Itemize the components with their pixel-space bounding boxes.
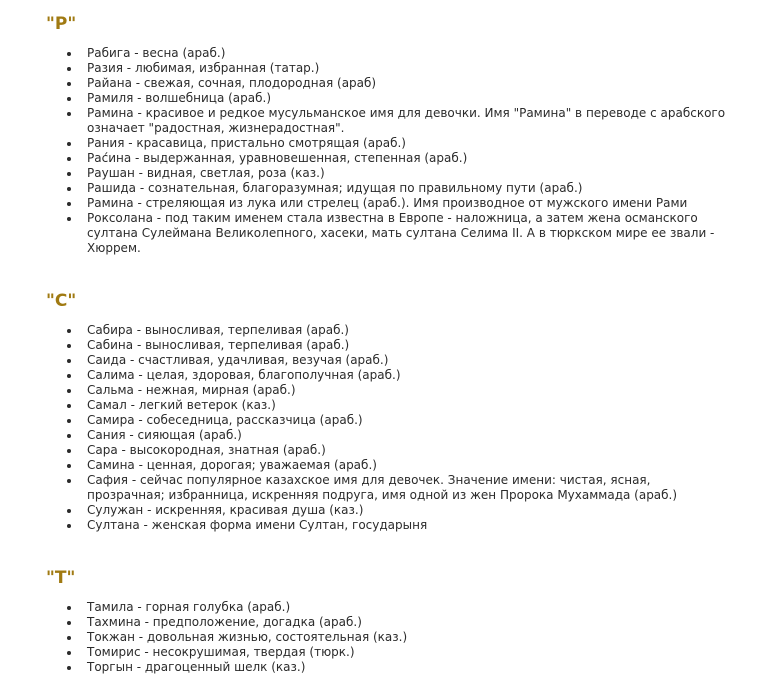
list-item: Самал - легкий ветерок (каз.)	[0, 398, 727, 413]
list-item: Раушан - видная, светлая, роза (каз.)	[0, 166, 727, 181]
list-item: Рамина - стреляющая из лука или стрелец (араб.). Имя производное от мужского имени Рами	[0, 196, 727, 211]
list-item: Сара - высокородная, знатная (араб.)	[0, 443, 727, 458]
list-item: Роксолана - под таким именем стала известна в Европе - наложница, а затем жена османского султана Сулеймана Великолепного, хасеки, мать султана Селима II. А в тюркском мире ее звали - Хюррем.	[0, 211, 727, 256]
list-item: Райана - свежая, сочная, плодородная (араб)	[0, 76, 727, 91]
list-item: Тахмина - предположение, догадка (араб.)	[0, 615, 727, 630]
section-heading-t: "Т"	[46, 568, 76, 588]
list-item: Самира - собеседница, рассказчица (араб.)	[0, 413, 727, 428]
name-list-r	[0, 46, 727, 256]
list-item: Сабина - выносливая, терпеливая (араб.)	[0, 338, 727, 353]
list-item: Рашида - сознательная, благоразумная; идущая по правильному пути (араб.)	[0, 181, 727, 196]
list-item: Саида - счастливая, удачливая, везучая (араб.)	[0, 353, 727, 368]
list-item: Сафия - сейчас популярное казахское имя для девочек. Значение имени: чистая, ясная, прозрачная; избранница, искренняя подруга, имя одной из жен Пророка Мухаммада (араб.)	[0, 473, 727, 503]
list-item: Разия - любимая, избранная (татар.)	[0, 61, 727, 76]
list-item: Томирис - несокрушимая, твердая (тюрк.)	[0, 645, 727, 660]
list-item: Торгын - драгоценный шелк (каз.)	[0, 660, 727, 675]
list-item: Сания - сияющая (араб.)	[0, 428, 727, 443]
list-item: Рамина - красивое и редкое мусульманское имя для девочки. Имя "Рамина" в переводе с арабского означает "радостная, жизнерадостная".	[0, 106, 727, 136]
section-heading-s: "С"	[46, 291, 77, 311]
list-item: Салима - целая, здоровая, благополучная (араб.)	[0, 368, 727, 383]
list-item: Самина - ценная, дорогая; уважаемая (араб.)	[0, 458, 727, 473]
list-item: Сабира - выносливая, терпеливая (араб.)	[0, 323, 727, 338]
list-item: Сулужан - искренняя, красивая душа (каз.)	[0, 503, 727, 518]
list-item: Рания - красавица, пристально смотрящая (араб.)	[0, 136, 727, 151]
list-item: Султана - женская форма имени Султан, государыня	[0, 518, 727, 533]
list-item: Тамила - горная голубка (араб.)	[0, 600, 727, 615]
list-item: Сальма - нежная, мирная (араб.)	[0, 383, 727, 398]
list-item: Рас́ина - выдержанная, уравновешенная, степенная (араб.)	[0, 151, 727, 166]
list-item: Рамиля - волшебница (араб.)	[0, 91, 727, 106]
name-list-s	[0, 323, 727, 533]
section-heading-r: "Р"	[46, 14, 77, 34]
list-item: Токжан - довольная жизнью, состоятельная (каз.)	[0, 630, 727, 645]
list-item: Рабига - весна (араб.)	[0, 46, 727, 61]
name-list-t	[0, 600, 727, 675]
